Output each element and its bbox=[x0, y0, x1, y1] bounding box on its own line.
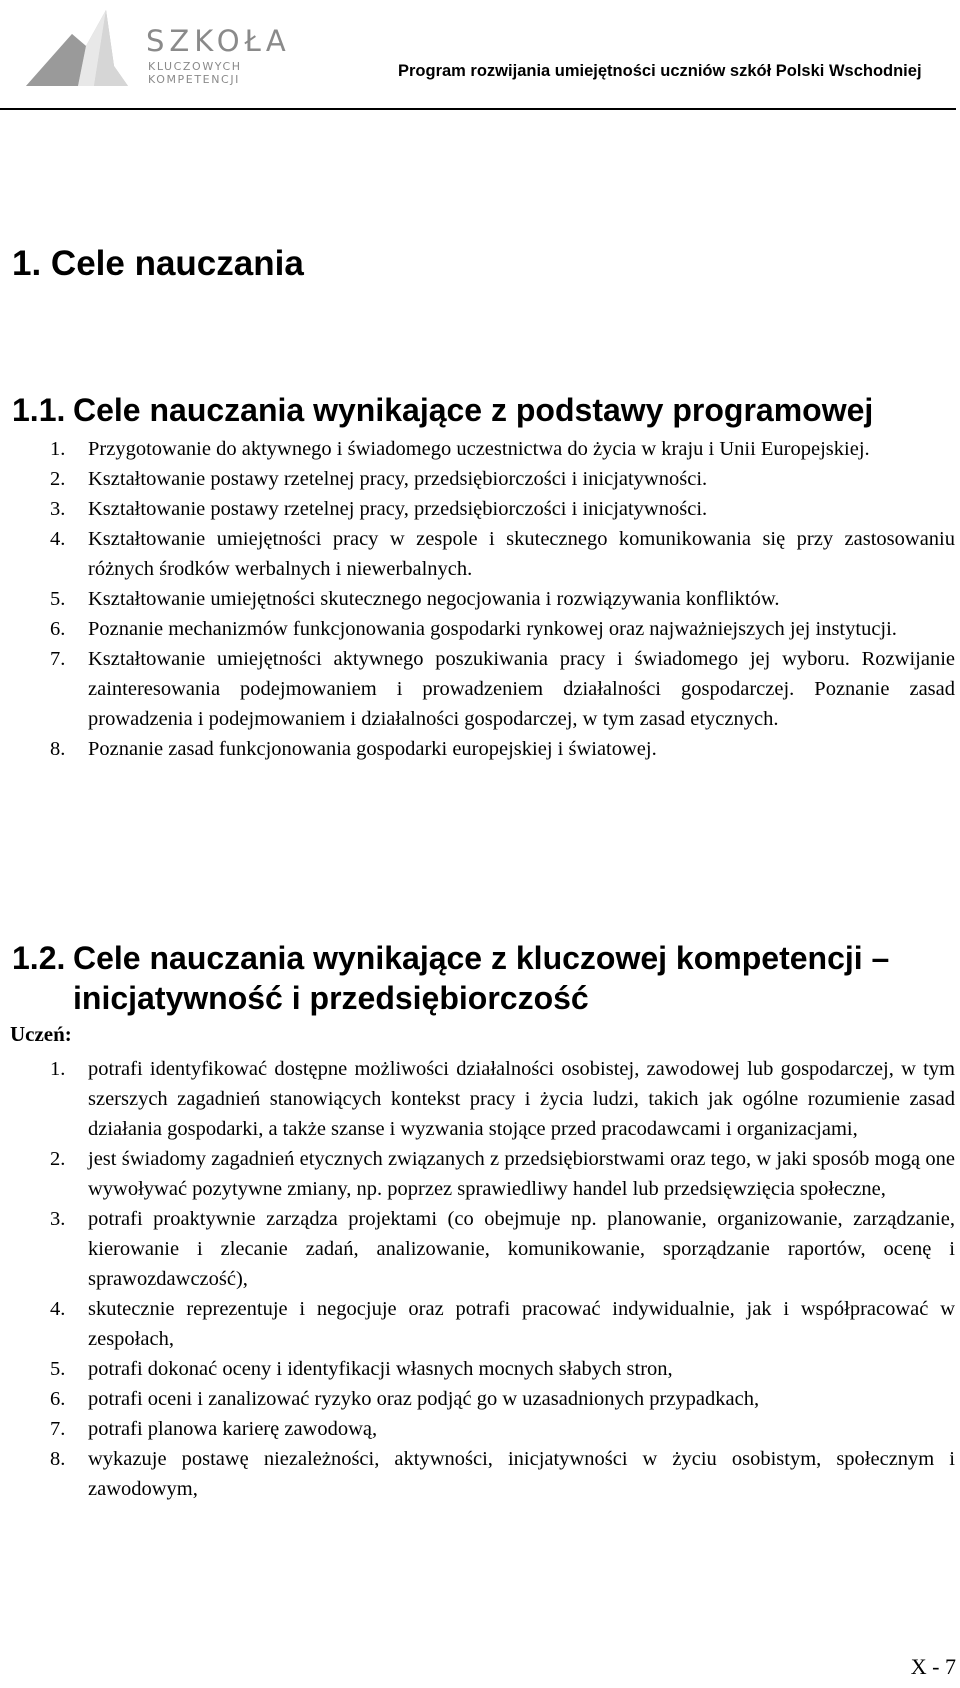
list-item: 2. Kształtowanie postawy rzetelnej pracy, przedsiębiorczości i inicjatywności. bbox=[50, 468, 708, 490]
list-item: 3. potrafi proaktywnie zarządza projektami (co obejmuje np. planowanie, organizowanie, zarządzanie, kierowanie i zlecanie zadań, analizowanie, komunikowanie, sporządzanie raportów, ocenę i sprawozdawczość), bbox=[50, 1208, 955, 1290]
list-item: 4. skutecznie reprezentuje i negocjuje oraz potrafi pracować indywidualnie, jak i współpracować w zespołach, bbox=[50, 1298, 955, 1350]
list-item: 8. Poznanie zasad funkcjonowania gospodarki europejskiej i światowej. bbox=[50, 738, 657, 760]
program-title: Program rozwijania umiejętności uczniów szkół Polski Wschodniej bbox=[398, 62, 922, 80]
list-item: 7. Kształtowanie umiejętności aktywnego poszukiwania pracy i świadomego jej wyboru. Rozwijanie zainteresowania podejmowaniem i prowadzeniem działalności gospodarczej. Poznanie zasad prowadzenia i podejmowaniem i działalności gospodarczej, w tym zasad etycznych. bbox=[50, 648, 955, 730]
list-item: 6. Poznanie mechanizmów funkcjonowania gospodarki rynkowej oraz najważniejszych jej instytucji. bbox=[50, 618, 897, 640]
list-item: 5. Kształtowanie umiejętności skutecznego negocjowania i rozwiązywania konfliktów. bbox=[50, 588, 780, 610]
section-1-1-title: Cele nauczania wynikające z podstawy programowej bbox=[73, 392, 874, 428]
logo-mountain-icon bbox=[24, 6, 144, 88]
page-number: X - 7 bbox=[910, 1654, 956, 1679]
section-1-2-heading bbox=[12, 938, 889, 1018]
student-lead: Uczeń: bbox=[10, 1022, 72, 1046]
header-divider bbox=[0, 108, 956, 110]
competence-list bbox=[50, 1054, 955, 1504]
list-item: 5. potrafi dokonać oceny i identyfikacji własnych mocnych słabych stron, bbox=[50, 1358, 673, 1380]
section-1-2-title-line2: inicjatywność i przedsiębiorczość bbox=[73, 980, 589, 1016]
logo bbox=[24, 6, 324, 88]
list-item: 6. potrafi oceni i zanalizować ryzyko oraz podjąć go w uzasadnionych przypadkach, bbox=[50, 1388, 760, 1410]
list-item: 8. wykazuje postawę niezależności, aktywności, inicjatywności w życiu osobistym, społecznym i zawodowym, bbox=[50, 1448, 955, 1500]
page-header bbox=[0, 0, 960, 112]
logo-title: SZKOŁA bbox=[146, 24, 291, 58]
list-item: 1. Przygotowanie do aktywnego i świadomego uczestnictwa do życia w kraju i Unii Europejskiej. bbox=[50, 438, 870, 460]
list-item: 4. Kształtowanie umiejętności pracy w zespole i skutecznego komunikowania się przy zastosowaniu różnych środków werbalnych i niewerbalnych. bbox=[50, 528, 955, 580]
section-1-1-number: 1.1. bbox=[12, 392, 66, 428]
list-item: 2. jest świadomy zagadnień etycznych związanych z przedsiębiorstwami oraz tego, w jaki sposób mogą one wywoływać pozytywne zmiany, np. poprzez sprawiedliwy handel lub przedsięwzięcia społeczne, bbox=[50, 1148, 955, 1200]
goals-list bbox=[50, 434, 955, 764]
section-1-1-heading bbox=[12, 390, 873, 430]
list-item: 3. Kształtowanie postawy rzetelnej pracy, przedsiębiorczości i inicjatywności. bbox=[50, 498, 708, 520]
list-item: 7. potrafi planowa karierę zawodową, bbox=[50, 1418, 378, 1440]
section-1-2-title-line1: Cele nauczania wynikające z kluczowej kompetencji – bbox=[73, 940, 890, 976]
section-1-2-number: 1.2. bbox=[12, 940, 66, 976]
section-1-heading: 1. Cele nauczania bbox=[12, 244, 304, 283]
logo-subtitle: KLUCZOWYCH KOMPETENCJI bbox=[148, 60, 242, 86]
list-item: 1. potrafi identyfikować dostępne możliwości działalności osobistej, zawodowej lub gospodarczej, w tym szerszych zagadnień stanowiących kontekst pracy i życia ludzi, takich jak ogólne rozumienie zasad działania gospodarki, a także szanse i wyzwania stojące przed pracodawcami i organizacjami, bbox=[50, 1058, 955, 1140]
